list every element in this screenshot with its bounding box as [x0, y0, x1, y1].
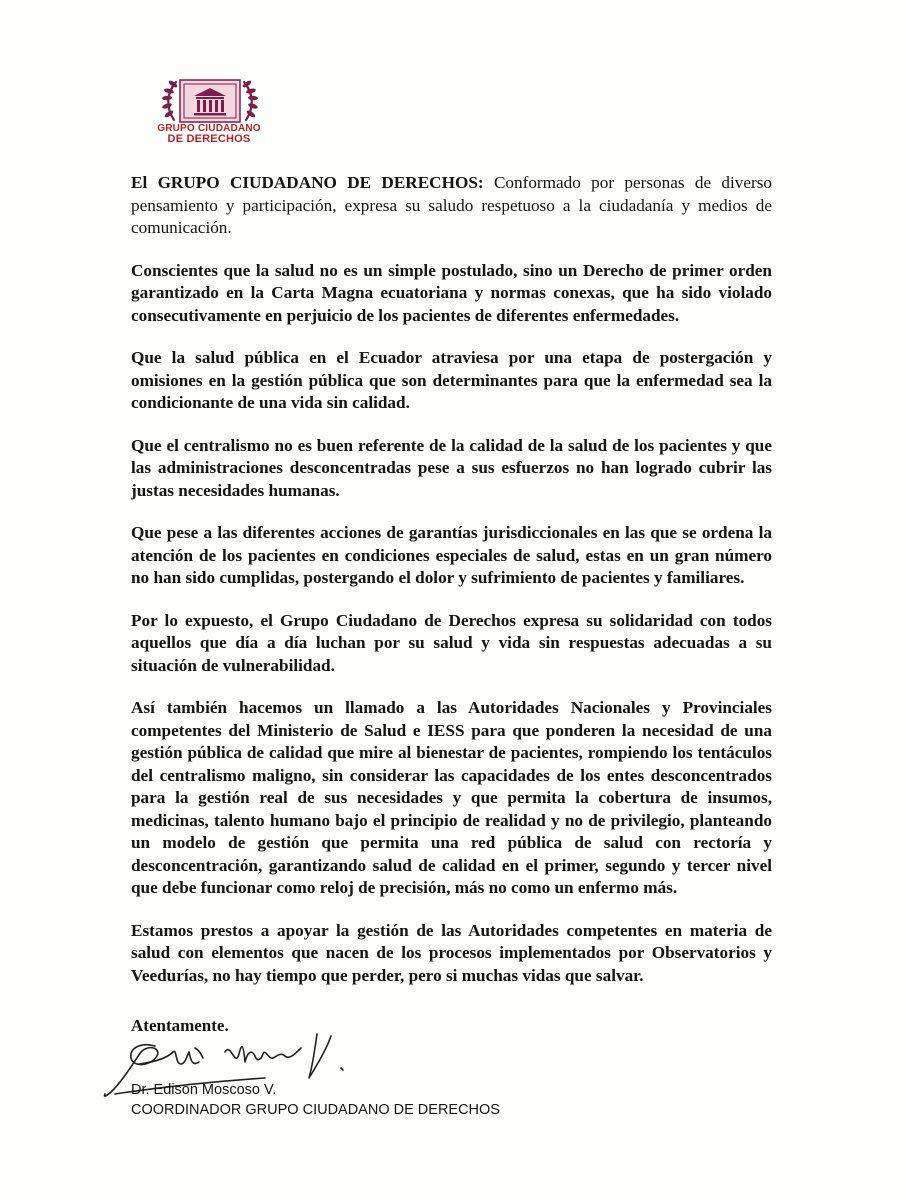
signer-title: COORDINADOR GRUPO CIUDADANO DE DERECHOS — [131, 1102, 500, 1118]
closing: Atentamente. — [131, 1016, 229, 1035]
intro-bold: El GRUPO CIUDADANO DE DERECHOS: — [131, 173, 484, 192]
intro-paragraph — [131, 172, 772, 240]
logo-line-1: GRUPO CIUDADANO — [157, 123, 261, 134]
logo-line-2: DE DERECHOS — [167, 133, 251, 145]
paragraph-1: Conscientes que la salud no es un simple postulado, sino un Derecho de primer orden garantizado en la Carta Magna ecuatoriana y normas conexas, que ha sido violado consecutivamente en perjuicio de los pacientes de diferentes enfermedades. — [131, 260, 772, 325]
paragraph-6: Así también hacemos un llamado a las Autoridades Nacionales y Provinciales competentes del Ministerio de Salud e IESS para que ponderen la necesidad de una gestión pública de calidad que mire al bienestar de pacientes, rompiendo los tentáculos del centralismo maligno, sin considerar las capacidades de los entes desconcentrados para la gestión real de sus necesidades y que permita la cobertura de insumos, medicinas, talento humano bajo el principio de realidad y no de privilegio, planteando un modelo de gestión que permita una red pública de salud con rectoría y desconcentración, garantizando salud de calidad en el primer, segundo y tercer nivel que debe funcionar como reloj de precisión, más no como un enfermo más. — [131, 698, 772, 897]
paragraph-4: Que pese a las diferentes acciones de garantías jurisdiccionales en las que se ordena la atención de los pacientes en condiciones especiales de salud, estas en un gran número no han sido cumplidas, postergando el dolor y sufrimiento de pacientes y familiares. — [131, 523, 772, 587]
paragraph-7: Estamos prestos a apoyar la gestión de las Autoridades competentes en materia de salud con elementos que nacen de los procesos implementados por Observatorios y Veedurías, no hay tiempo que perder, pero si muchas vidas que salvar. — [131, 920, 772, 985]
logo-text — [150, 124, 268, 144]
intro-rest: Conformado por personas de diverso pensamiento y participación, expresa su saludo respetuoso a la ciudadanía y medios de comunicación. — [131, 173, 773, 237]
paragraph-3: Que el centralismo no es buen referente de la calidad de la salud de los pacientes y que las administraciones desconcentradas pese a sus esfuerzos no han logrado cubrir las justas necesidades humanas. — [131, 435, 772, 500]
signer-name: Dr. Edison Moscoso V. — [131, 1082, 277, 1098]
paragraph-2: Que la salud pública en el Ecuador atraviesa por una etapa de postergación y omisiones en la gestión pública que son determinantes para que la enfermedad sea la condicionante de una vida sin calidad. — [131, 348, 772, 412]
letter-body — [131, 172, 772, 1007]
paragraph-5: Por lo expuesto, el Grupo Ciudadano de Derechos expresa su solidaridad con todos aquellos que día a día luchan por su salud y vida sin respuestas adecuadas a su situación de vulnerabilidad. — [131, 610, 772, 675]
